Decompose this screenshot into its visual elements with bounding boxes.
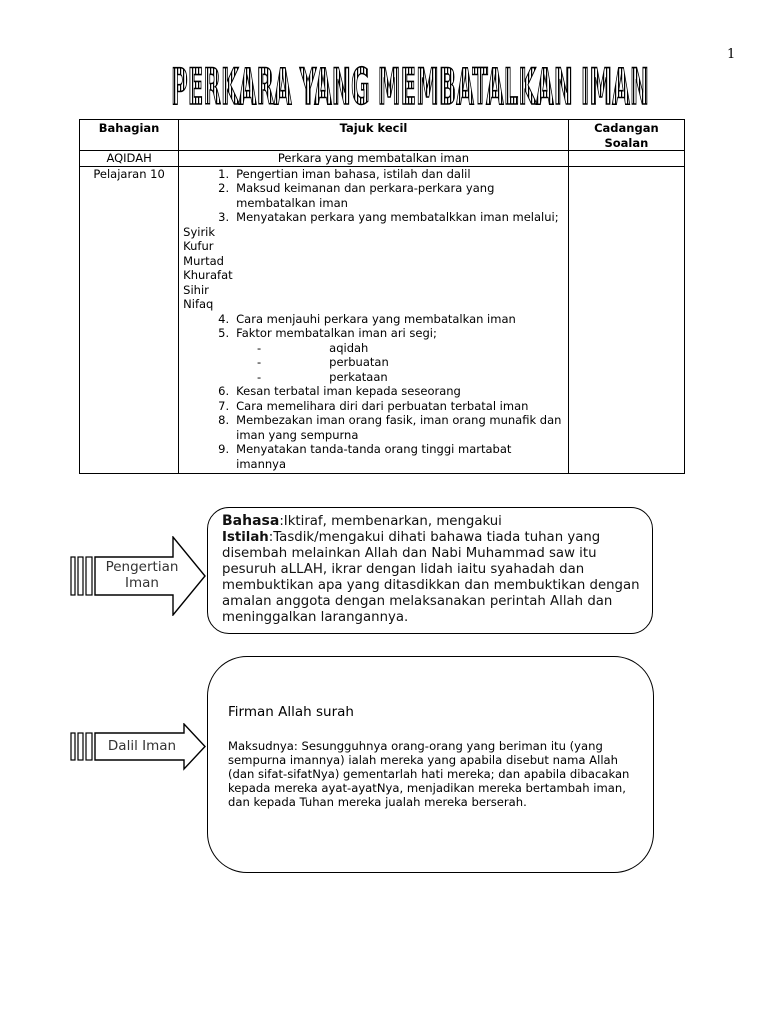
pengertian-arrow-label: Pengertian Iman (105, 559, 179, 591)
bahasa-text: :Iktiraf, membenarkan, mengakui (279, 514, 502, 529)
header-tajuk: Tajuk kecil (179, 120, 569, 151)
page-title-text: PERKARA YANG MEMBATALKAN IMAN (171, 60, 649, 112)
table-header-row (80, 120, 685, 151)
list-item: 8. Membezakan iman orang fasik, iman orang munafik dan iman yang sempurna (218, 413, 562, 442)
cell-soalan (568, 151, 684, 167)
dalil-box (207, 656, 654, 873)
cell-bahagian: Pelajaran 10 (80, 166, 179, 474)
header-soalan: Cadangan Soalan (568, 120, 684, 151)
term-item: Kufur (183, 239, 214, 253)
dalil-arrow-label: Dalil Iman (107, 738, 177, 754)
cell-soalan (568, 166, 684, 474)
sub-item: - aqidah (257, 340, 369, 355)
list-item: 9. Menyatakan tanda-tanda orang tinggi martabat imannya (218, 442, 512, 471)
term-item: Sihir (183, 282, 209, 297)
list-item: 7. Cara memelihara diri dari perbuatan terbatal iman (218, 398, 529, 413)
term-item: Khurafat (183, 268, 233, 282)
list-item: 6. Kesan terbatal iman kepada seseorang (218, 384, 461, 398)
term-item: Nifaq (183, 297, 214, 311)
lesson-table (79, 119, 685, 474)
cell-tajuk-list (179, 166, 569, 474)
dalil-heading: Firman Allah surah (228, 704, 354, 720)
istilah-text: :Tasdik/mengakui dihati bahawa tiada tuhan yang disembah melainkan Allah dan Nabi Muhammad saw itu pesuruh aLLAH, ikrar dengan lidah iaitu syahadah dan membuktikan apa yang ditasdikkan dan membuktikan dengan amalan anggota dengan melaksanakan perintah Allah dan meninggalkan larangannya. (222, 530, 640, 625)
cell-tajuk: Perkara yang membatalkan iman (179, 151, 569, 167)
header-bahagian: Bahagian (80, 120, 179, 151)
list-item: 1. Pengertian iman bahasa, istilah dan dalil (218, 166, 471, 181)
term-item: Syirik (183, 224, 216, 239)
term-item: Murtad (183, 253, 224, 268)
page-number: 1 (727, 47, 736, 62)
dalil-arrow (70, 723, 206, 771)
cell-bahagian: AQIDAH (80, 151, 179, 167)
dalil-body: Maksudnya: Sesungguhnya orang-orang yang beriman itu (yang sempurna imannya) ialah mereka yang apabila disebut nama Allah (dan sifat-sifatNya) gementarlah hati mereka; dan apabila dibacakan kepada mereka ayat-ayatNya, menjadikan mereka bertambah iman, dan kepada Tuhan mereka jualah mereka berserah. (228, 739, 630, 809)
bahasa-label: Bahasa (222, 513, 280, 529)
list-item: 5. Faktor membatalkan iman ari segi; (218, 326, 437, 340)
table-row (80, 151, 685, 167)
istilah-label: Istilah (222, 530, 269, 545)
list-item: 3. Menyatakan perkara yang membatalkkan iman melalui; (218, 210, 559, 224)
list-item: 4. Cara menjauhi perkara yang membatalkan iman (218, 311, 516, 326)
table-row (80, 166, 685, 474)
sub-item: - perkataan (257, 369, 388, 384)
sub-item: - perbuatan (257, 355, 389, 369)
pengertian-box (207, 507, 653, 634)
page-title (168, 60, 652, 112)
list-item: 2. Maksud keimanan dan perkara-perkara yang membatalkan iman (218, 181, 495, 210)
pengertian-arrow (70, 536, 206, 616)
